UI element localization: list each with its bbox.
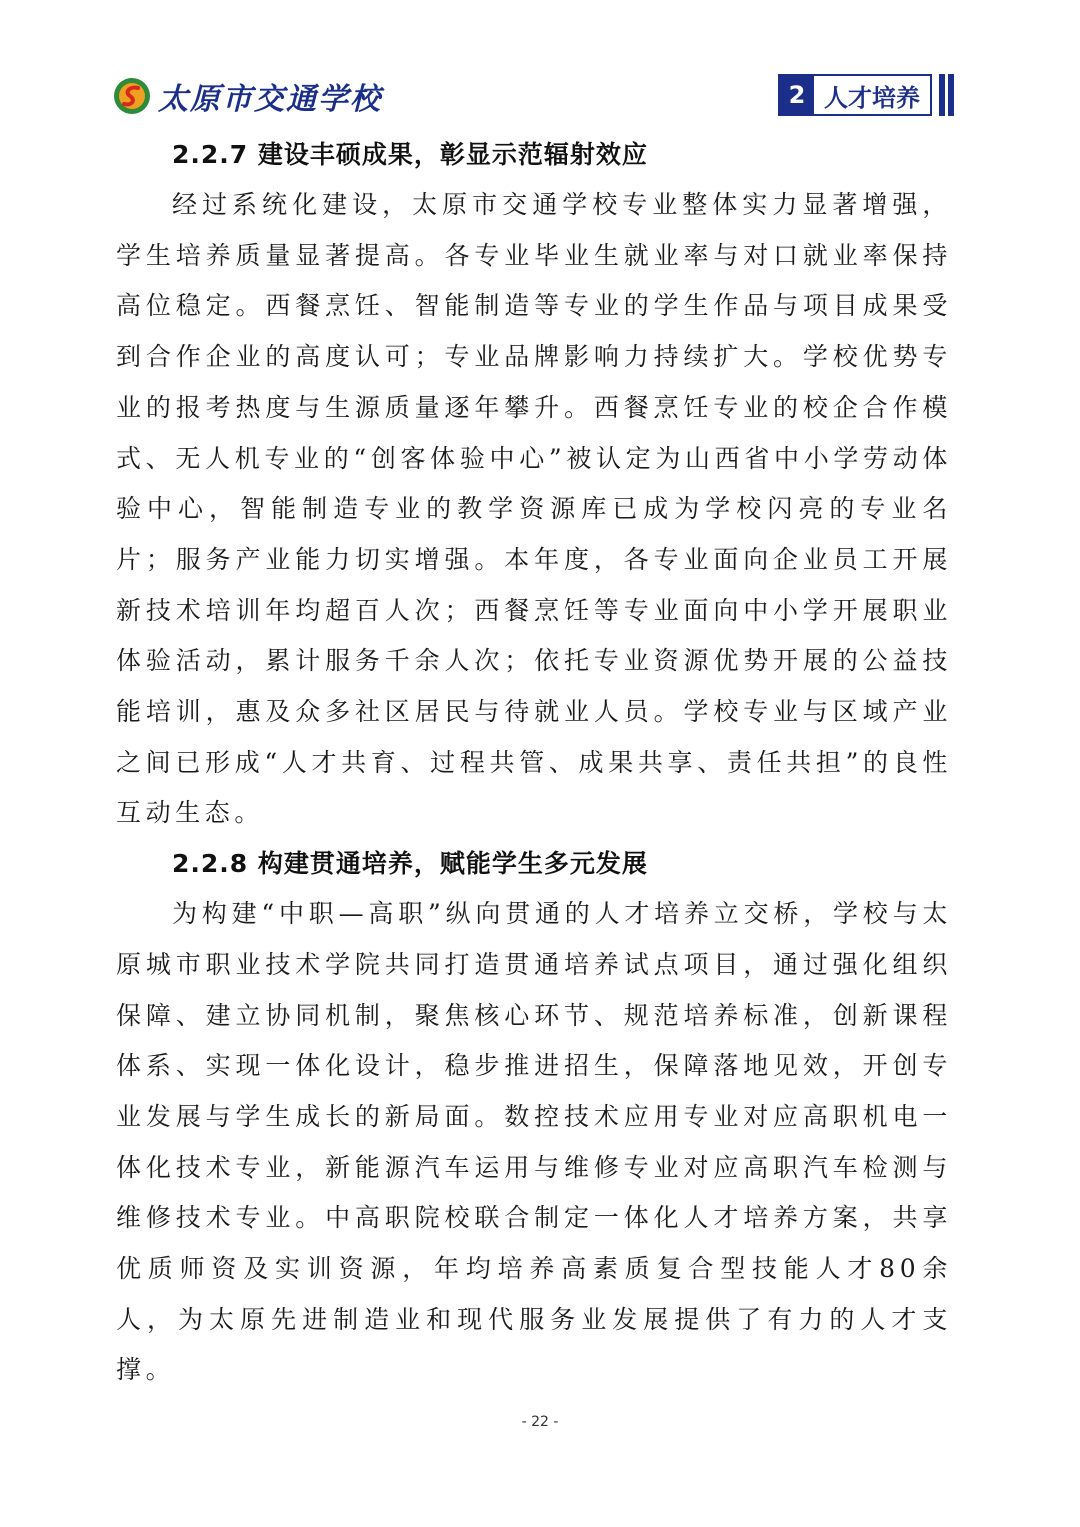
chapter-label bbox=[778, 74, 932, 116]
chapter-title: 人才培养 bbox=[824, 83, 920, 112]
school-logo-icon bbox=[112, 76, 152, 116]
decoration-bar bbox=[939, 74, 945, 116]
decoration-bar bbox=[948, 74, 954, 116]
section-heading-2-2-7: 2.2.7 建设丰硕成果，彰显示范辐射效应 bbox=[172, 140, 648, 169]
chapter-badge bbox=[778, 74, 954, 116]
school-name: 太原市交通学校 bbox=[158, 82, 382, 117]
page-content bbox=[116, 130, 952, 1396]
page-header bbox=[112, 72, 954, 120]
chapter-decoration-bars bbox=[936, 74, 954, 116]
section-paragraph-2-2-8: 为构建“中职—高职”纵向贯通的人才培养立交桥，学校与太原城市职业技术学院共同打造贯通培养试点项目，通过强化组织保障、建立协同机制，聚焦核心环节、规范培养标准，创新课程体系、实现一体化设计，稳步推进招生，保障落地见效，开创专业发展与学生成长的新局面。数控技术应用专业对应高职机电一体化技术专业，新能源汽车运用与维修专业对应高职汽车检测与维修技术专业。中高职院校联合制定一体化人才培养方案，共享优质师资及实训资源，年均培养高素质复合型技能人才80余人，为太原先进制造业和现代服务业发展提供了有力的人才支撑。 bbox=[116, 899, 952, 1385]
page-number: - 22 - bbox=[521, 1414, 559, 1430]
section-heading-2-2-8: 2.2.8 构建贯通培养，赋能学生多元发展 bbox=[172, 849, 648, 879]
chapter-number: 2 bbox=[780, 76, 814, 114]
school-logo bbox=[112, 72, 382, 120]
section-paragraph-2-2-7: 经过系统化建设，太原市交通学校专业整体实力显著增强，学生培养质量显著提高。各专业毕业生就业率与对口就业率保持高位稳定。西餐烹饪、智能制造等专业的学生作品与项目成果受到合作企业的高度认可；专业品牌影响力持续扩大。学校优势专业的报考热度与生源质量逐年攀升。西餐烹饪专业的校企合作模式、无人机专业的“创客体验中心”被认定为山西省中小学劳动体验中心，智能制造专业的教学资源库已成为学校闪亮的专业名片；服务产业能力切实增强。本年度，各专业面向企业员工开展新技术培训年均超百人次；西餐烹饪等专业面向中小学开展职业体验活动，累计服务千余人次；依托专业资源优势开展的公益技能培训，惠及众多社区居民与待就业人员。学校专业与区域产业之间已形成“人才共育、过程共管、成果共享、责任共担”的良性互动生态。 bbox=[116, 190, 952, 828]
